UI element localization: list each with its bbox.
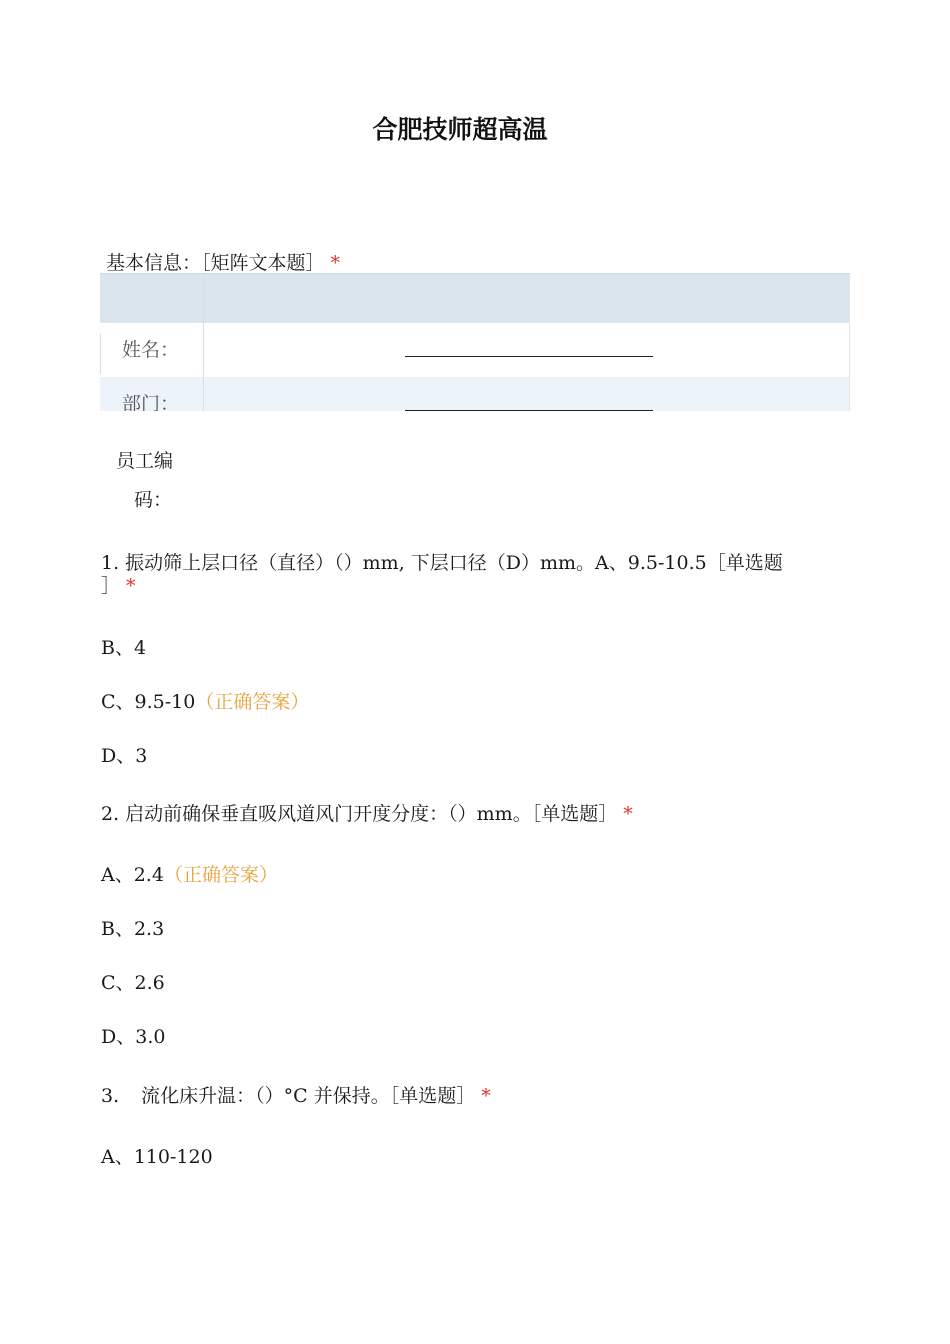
employee-code-label-line2: 码： xyxy=(134,489,173,511)
required-mark: * xyxy=(481,1085,491,1107)
correct-answer-tag: （正确答案） xyxy=(195,691,310,713)
basic-info-text: 基本信息：［矩阵文本题］ xyxy=(106,252,325,274)
required-mark: * xyxy=(330,252,341,274)
option-text: C、2.6 xyxy=(101,972,165,994)
question-1-option-b[interactable] xyxy=(101,633,146,660)
option-text: A、2.4 xyxy=(101,864,164,886)
correct-answer-tag: （正确答案） xyxy=(163,864,278,886)
option-text: D、3.0 xyxy=(101,1026,166,1048)
matrix-left-border xyxy=(100,334,101,374)
question-2-option-a[interactable] xyxy=(101,860,278,887)
department-input-line[interactable] xyxy=(405,410,653,411)
page-title: 合肥技师超高温 xyxy=(372,115,548,144)
employee-code-label-line1: 员工编 xyxy=(116,450,174,472)
department-label: 部门： xyxy=(122,393,180,411)
matrix-right-border xyxy=(849,274,850,411)
question-2-body: 2. 启动前确保垂直吸风道风门开度分度：（）mm。［单选题］ xyxy=(101,803,618,825)
required-mark: * xyxy=(126,575,136,597)
option-text: C、9.5-10 xyxy=(101,691,196,713)
question-1-option-c[interactable] xyxy=(101,687,309,714)
question-2-text xyxy=(101,799,633,826)
question-1-option-d[interactable] xyxy=(101,741,147,768)
question-1-text-line1: 1. 振动筛上层口径（直径）（）mm, 下层口径（D）mm。A、9.5-10.5［单选题 xyxy=(101,552,783,574)
question-2-option-d[interactable] xyxy=(101,1022,165,1049)
matrix-header-row xyxy=(100,274,850,322)
option-text: B、4 xyxy=(101,637,147,659)
question-1-bracket: ］ xyxy=(101,575,121,597)
matrix-column-divider xyxy=(203,274,204,411)
question-2-option-c[interactable] xyxy=(101,968,165,995)
option-text: D、3 xyxy=(101,745,148,767)
name-label: 姓名： xyxy=(122,339,180,361)
option-text: B、2.3 xyxy=(101,918,165,940)
matrix-row-name xyxy=(100,322,850,378)
matrix-row-department xyxy=(100,377,850,411)
basic-info-label xyxy=(106,248,340,275)
question-3-option-a[interactable] xyxy=(101,1142,213,1169)
question-3-body: 流化床升温：（）°C 并保持。［单选题］ xyxy=(141,1085,476,1107)
question-1-text-line2 xyxy=(101,571,136,598)
option-text: A、110-120 xyxy=(101,1146,213,1168)
question-2-option-b[interactable] xyxy=(101,914,164,941)
required-mark: * xyxy=(623,803,633,825)
name-input-line[interactable] xyxy=(405,356,653,357)
basic-info-matrix xyxy=(100,273,850,411)
question-3-number: 3. xyxy=(101,1085,120,1107)
question-3-text xyxy=(101,1081,491,1108)
